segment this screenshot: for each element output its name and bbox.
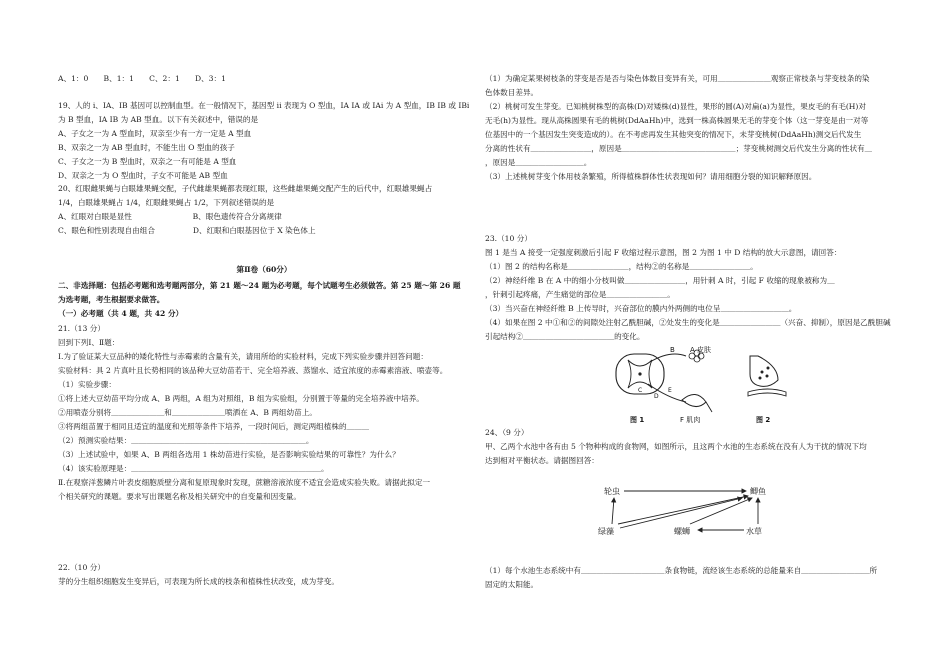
afferent-nerve-b xyxy=(650,354,686,362)
label-b: B xyxy=(670,346,675,354)
part2-instructions-2: 为选考题，考生根据要求做答。 xyxy=(58,295,165,304)
q21-header: 21.（13 分） xyxy=(58,324,105,333)
node-lunchong: 轮虫 xyxy=(604,487,620,496)
q22-q1-line-1: （1）为确定某果树枝条的芽变是否是否与染色体数目变异有关，可用＿＿＿＿＿＿＿观察正常枝条与芽变枝条的染 xyxy=(485,74,870,83)
q23-header: 23.（10 分） xyxy=(485,234,532,243)
fig1-caption: 图 1 xyxy=(630,416,645,424)
q21-step-1: ①将上述大豆幼苗平均分成 A、B 两组，A 组为对照组，B 组为实验组，分别置于等量的完全培养液中培养。 xyxy=(58,394,424,403)
q24-header: 24、（9 分） xyxy=(485,428,529,437)
q19-option-d: D、双亲之一为 O 型血时，子女不可能是 AB 型血 xyxy=(58,171,228,180)
q21-part1-stem: Ⅰ.为了验证某大豆品种的矮化特性与赤霉素的含量有关，请用所给的实验材料，完成下列实验步骤并回答问题： xyxy=(58,352,428,361)
label-e: E xyxy=(668,387,672,394)
node-shuicao: 水草 xyxy=(746,527,762,536)
q22-stem: 芽的分生组织细胞发生变异后，可表现为所长成的枝条和植株性状改变，成为芽变。 xyxy=(58,577,339,586)
q23-q2-line-2: ，针刺引起疼痛，产生痛觉的部位是＿＿＿＿＿＿＿＿。 xyxy=(485,290,675,299)
section1-heading: （一）必考题（共 4 题，共 42 分） xyxy=(58,309,184,318)
q21-materials: 实验材料：具 2 片真叶且长势相同的该品种大豆幼苗若干、完全培养液、蒸馏水、适宜浓度的赤霉素溶液、喷壶等。 xyxy=(58,366,448,375)
node-jiyu: 鲫鱼 xyxy=(750,487,766,496)
arrow-luzao-lunchong xyxy=(612,498,614,524)
node-luzao: 绿藻 xyxy=(598,527,614,536)
muscle-f xyxy=(682,394,706,406)
q22-q2-line-1: （2）桃树可发生芽变。已知桃树株型的高株(D)对矮株(d)显性，果形的圆(A)对扁(a)为显性，果皮毛的有毛(H)对 xyxy=(485,102,866,111)
q20-stem-1: 20、红眼雌果蝇与白眼雄果蝇交配，子代雌雄果蝇都表现红眼，这些雌雄果蝇交配产生的后代中，红眼雄果蝇占 xyxy=(58,184,433,193)
q23-q3: （3）当兴奋在神经纤维 B 上传导时，兴奋部位的膜内外两侧的电位呈＿＿＿＿＿＿＿＿＿。 xyxy=(485,304,797,313)
q19-stem-2: 为 B 型血，IA IB 为 AB 型血。以下有关叙述中，错误的是 xyxy=(58,115,259,124)
q18-options: A、1：0 B、1：1 C、2：1 D、3：1 xyxy=(58,74,226,83)
q19-option-c: C、子女之一为 B 型血时，双亲之一有可能是 A 型血 xyxy=(58,157,237,166)
q19-option-a: A、子女之一为 A 型血时，双亲至少有一方一定是 A 型血 xyxy=(58,129,252,138)
q24-q1-line-1: （1）每个水池生态系统中有＿＿＿＿＿＿＿＿＿＿＿条食物链，流经该生态系统的总能量来自＿＿＿＿＿＿＿＿＿所 xyxy=(485,566,878,575)
q21-intro: 回到下列Ⅰ、Ⅱ题： xyxy=(58,338,120,347)
q24-stem-1: 甲、乙两个水池中各有由 5 个物种构成的食物网，如图所示，且这两个水池的生态系统在没有人为干扰的情况下均 xyxy=(485,442,867,451)
q21-steps-heading: （1）实验步骤： xyxy=(58,380,116,389)
q22-q1-line-2: 色体数目差异。 xyxy=(485,88,539,97)
q22-q2-line-5: ，原因是＿＿＿＿＿＿＿＿＿。 xyxy=(485,158,592,167)
part2-title: 第Ⅱ卷（60分） xyxy=(236,265,292,274)
q22-q2-line-3: 位基因中的一个基因发生突变造成的）。在不考虑再发生其他突变的情况下，未芽变桃树(DdAaHh)测交后代发生 xyxy=(485,130,862,139)
q21-principle: （4）该实验原理是：＿＿＿＿＿＿＿＿＿＿＿＿＿＿＿＿＿＿＿＿＿＿＿＿＿。 xyxy=(58,464,329,473)
arrow-luzao-luosi xyxy=(620,498,742,528)
part2-instructions-1: 二、非选择题：包括必考题和选考题两部分，第 21 题～24 题为必考题，每个试题考生必须做答。第 25 题～第 26 题 xyxy=(58,281,461,290)
q20-stem-2: 1/4，白眼雄果蝇占 1/4，红眼雌果蝇占 1/2，下列叙述错误的是 xyxy=(58,198,275,207)
q23-q1: （1）图 2 的结构名称是＿＿＿＿＿＿＿＿，结构②的名称是＿＿＿＿＿＿＿＿。 xyxy=(485,262,758,271)
q20-options-ab: A、红眼对白眼是显性 B、眼色遗传符合分离规律 xyxy=(58,212,282,221)
q21-prediction: （2）预测实验结果：＿＿＿＿＿＿＿＿＿＿＿＿＿＿＿＿＿＿＿＿＿＿＿。 xyxy=(58,436,314,445)
q24-stem-2: 达到相对平衡状态。请据图回答： xyxy=(485,456,599,465)
q23-q2-line-1: （2）神经纤维 B 在 A 中的细小分枝叫做＿＿＿＿＿＿＿＿，用针刺 A 时，引起 F 收缩的现象被称为＿ xyxy=(485,276,835,285)
q22-q2-line-2: 无毛(h)为显性。现从高株圆果有毛的桃树(DdAaHh)中，选到一株高株圆果无毛的芽变个体（这一芽变是由一对等 xyxy=(485,116,869,125)
food-web-diagram xyxy=(598,482,778,544)
q21-step-3: ③将两组苗置于相同且适宜的温度和光照等条件下培养，一段时间后，测定两组植株的＿＿＿ xyxy=(58,422,370,431)
synapse-diagram xyxy=(748,356,786,396)
label-d: D xyxy=(654,393,659,400)
q23-stem: 图 1 是当 A 接受一定强度刺激后引起 F 收缩过程示意图，图 2 为图 1 中 D 结构的放大示意图，请回答： xyxy=(485,248,842,257)
q23-q4-line-1: （4）如果在图 2 中①和②的间隙处注射乙酰胆碱，②处发生的变化是＿＿＿＿＿＿＿＿（兴奋、抑制），原因是乙酰胆碱 xyxy=(485,318,891,327)
label-c: C xyxy=(638,387,643,394)
q20-options-cd: C、眼色和性别表现自由组合 D、红眼和白眼基因位于 X 染色体上 xyxy=(58,226,316,235)
q23-figure xyxy=(610,346,840,424)
q21-reliability: （3）上述试验中，如果 A、B 两组各选用 1 株幼苗进行实验，是否影响实验结果的可靠性？为什么？ xyxy=(58,450,400,459)
node-luosi: 螺蛳 xyxy=(674,527,690,536)
label-f: F 肌肉 xyxy=(680,416,701,424)
q21-part2-stem-1: Ⅱ.在观察洋葱鳞片叶表皮细胞质壁分离和复原现象时发现，蔗糖溶液浓度不适宜会造成实验失败。请据此拟定一 xyxy=(58,478,431,487)
q19-option-b: B、双亲之一为 AB 型血时，不能生出 O 型血的孩子 xyxy=(58,143,235,152)
q24-q1-line-2: 固定的太阳能。 xyxy=(485,580,539,589)
q23-q4-line-2: 引起结构②＿＿＿＿＿＿＿＿＿＿＿＿的变化。 xyxy=(485,332,645,341)
q22-q2-line-4: 分离的性状有＿＿＿＿＿＿＿＿，原因是＿＿＿＿＿＿＿＿＿＿＿＿＿＿＿；芽变桃树测交后代发生分离的性状有＿ xyxy=(485,144,873,153)
q21-part2-stem-2: 个相关研究的课题。要求写出课题名称及相关研究中的自变量和因变量。 xyxy=(58,492,301,501)
q22-header: 22.（10 分） xyxy=(58,563,105,572)
fig2-caption: 图 2 xyxy=(756,416,771,424)
q22-q3: （3）上述桃树芽变个体用枝条繁殖，所得植株群体性状表现如何？请用细胞分裂的知识解释原因。 xyxy=(485,172,817,181)
q19-stem-1: 19、人的 i、IA、IB 基因可以控制血型。在一般情况下，基因型 ii 表现为 O 型血，IA IA 或 IAi 为 A 型血，IB IB 或 IBi xyxy=(58,101,470,110)
q21-step-2: ②用喷壶分别将＿＿＿＿＿＿＿和＿＿＿＿＿＿＿喷洒在 A、B 两组幼苗上。 xyxy=(58,408,317,417)
arrow-luzao-jiyu xyxy=(618,496,748,524)
label-a: A 皮肤 xyxy=(690,346,712,354)
